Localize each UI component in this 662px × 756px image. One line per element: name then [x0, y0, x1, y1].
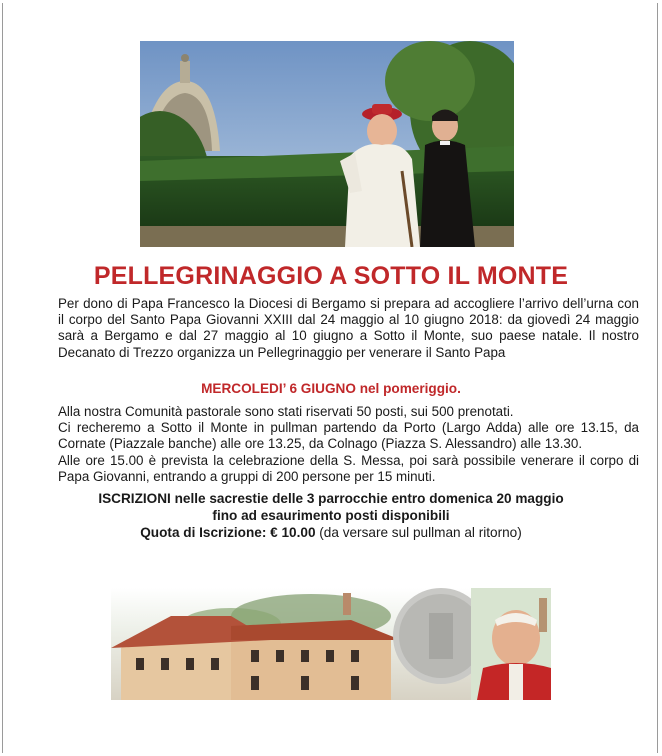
intro-paragraph: [58, 296, 639, 361]
iscrizioni-line-1: ISCRIZIONI nelle sacrestie delle 3 parrocchie entro domenica 20 maggio: [98, 491, 564, 506]
intro-text: Per dono di Papa Francesco la Diocesi di Bergamo si prepara ad accogliere l’arrivo dell’urna con il corpo del Santo Papa Giovanni XXIII dal 24 maggio al 10 giugno 2018: da giovedì 24 maggio sarà a Bergamo e dal 27 maggio al 10 giugno a Sotto il Monte, suo paese natale.: [58, 296, 639, 344]
quota-line: [0, 525, 662, 541]
iscrizioni-line-2: fino ad esaurimento posti disponibili: [212, 508, 450, 523]
details-paragraph: [58, 404, 639, 485]
sotto-il-monte-collage: [111, 588, 551, 700]
decanato-text: Il nostro Decanato di Trezzo organizza un Pellegrinaggio per venerare il Santo Papa: [58, 328, 639, 360]
pullman-text: Ci recheremo a Sotto il Monte in pullman partendo da Porto (Largo Adda) alle ore 13.15, da Cornate (Piazzale banche) alle ore 13.25, da Colnago (Piazza S. Alessandro) alle 13.30.: [58, 420, 639, 452]
messa-text: Alle ore 15.00 è prevista la celebrazione della S. Messa, poi sarà possibile venerare il corpo di Papa Giovanni, entrando a gruppi di 200 persone per 15 minuti.: [58, 452, 639, 484]
quota-label: Quota di Iscrizione: € 10.00: [140, 525, 316, 540]
page-title: PELLEGRINAGGIO A SOTTO IL MONTE: [93, 262, 569, 290]
posti-text: Alla nostra Comunità pastorale sono stati riservati 50 posti, sui 500 prenotati.: [58, 404, 514, 419]
date-highlight: MERCOLEDI’ 6 GIUGNO nel pomeriggio.: [201, 381, 461, 396]
quota-note: (da versare sul pullman al ritorno): [315, 525, 522, 540]
vatican-garden-photo: [140, 41, 514, 247]
